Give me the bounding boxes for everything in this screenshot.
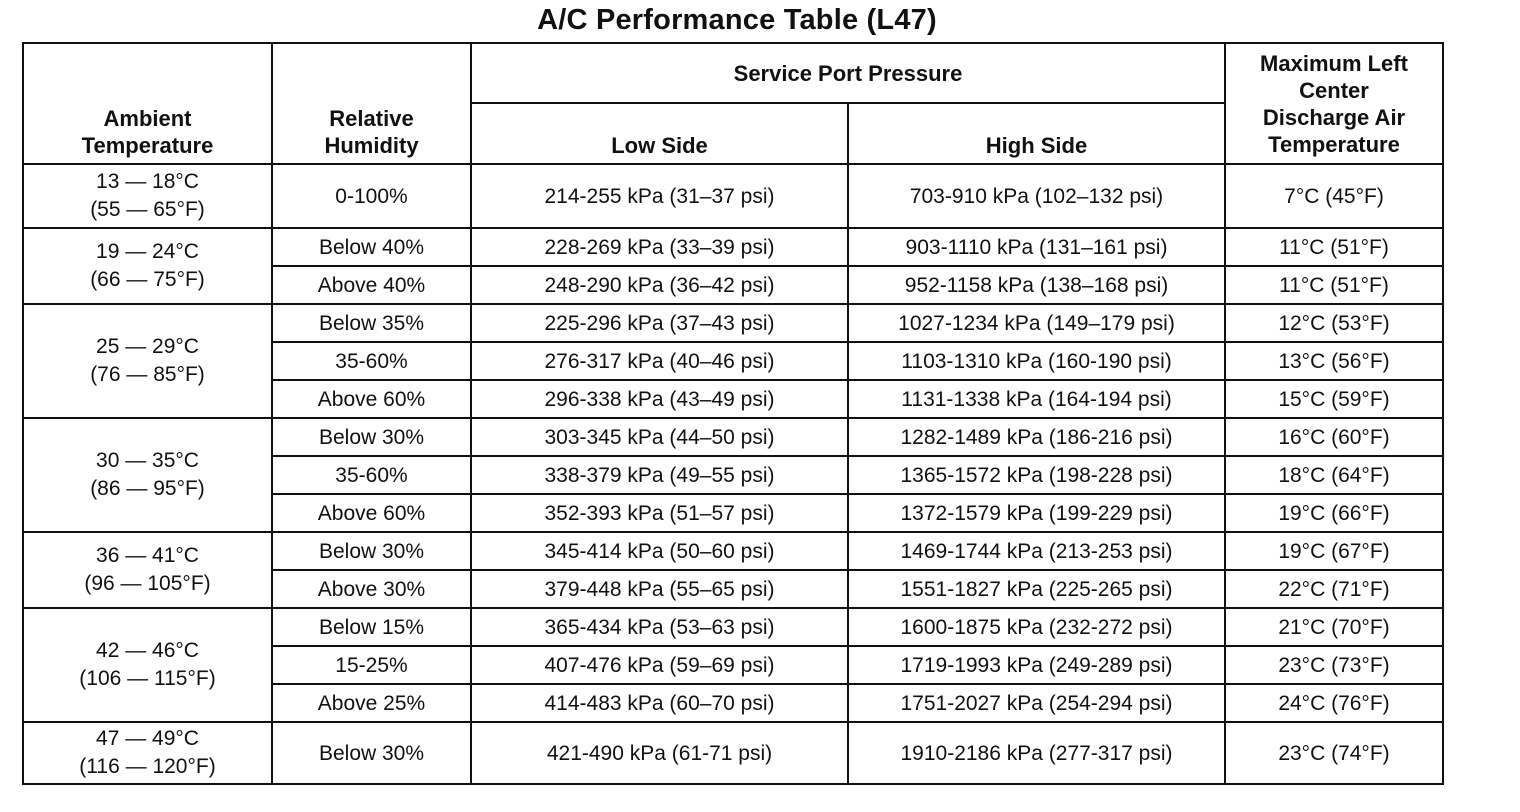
ambient-fahrenheit: (76 — 85°F) [90, 363, 205, 386]
max-temperature-cell: 13°C (56°F) [1225, 342, 1443, 380]
high-side-cell: 1103-1310 kPa (160-190 psi) [848, 342, 1225, 380]
ambient-fahrenheit: (66 — 75°F) [90, 268, 205, 291]
humidity-cell: Above 25% [272, 684, 471, 722]
low-side-cell: 338-379 kPa (49–55 psi) [471, 456, 848, 494]
low-side-cell: 421-490 kPa (61-71 psi) [471, 722, 848, 784]
low-side-cell: 414-483 kPa (60–70 psi) [471, 684, 848, 722]
performance-table [22, 42, 1444, 785]
low-side-cell: 365-434 kPa (53–63 psi) [471, 608, 848, 646]
high-side-cell: 703-910 kPa (102–132 psi) [848, 164, 1225, 228]
humidity-cell: Below 40% [272, 228, 471, 266]
header-relative-humidity: Relative Humidity [272, 43, 471, 164]
table-row [23, 532, 1443, 570]
ambient-temperature-cell [23, 164, 272, 228]
table-row [23, 722, 1443, 784]
high-side-cell: 1469-1744 kPa (213-253 psi) [848, 532, 1225, 570]
ambient-fahrenheit: (86 — 95°F) [90, 477, 205, 500]
high-side-cell: 1600-1875 kPa (232-272 psi) [848, 608, 1225, 646]
max-temperature-cell: 16°C (60°F) [1225, 418, 1443, 456]
humidity-cell: Above 60% [272, 380, 471, 418]
low-side-cell: 276-317 kPa (40–46 psi) [471, 342, 848, 380]
humidity-cell: Below 30% [272, 418, 471, 456]
humidity-cell: 15-25% [272, 646, 471, 684]
humidity-cell: 0-100% [272, 164, 471, 228]
max-temperature-cell: 23°C (74°F) [1225, 722, 1443, 784]
max-temperature-cell: 11°C (51°F) [1225, 266, 1443, 304]
low-side-cell: 214-255 kPa (31–37 psi) [471, 164, 848, 228]
max-temperature-cell: 15°C (59°F) [1225, 380, 1443, 418]
low-side-cell: 225-296 kPa (37–43 psi) [471, 304, 848, 342]
ambient-temperature-cell [23, 304, 272, 418]
table-row [23, 228, 1443, 266]
max-temperature-cell: 19°C (67°F) [1225, 532, 1443, 570]
humidity-cell: 35-60% [272, 456, 471, 494]
ambient-fahrenheit: (96 — 105°F) [84, 572, 211, 595]
table-row [23, 164, 1443, 228]
ambient-temperature-cell [23, 608, 272, 722]
low-side-cell: 407-476 kPa (59–69 psi) [471, 646, 848, 684]
ambient-temperature-cell [23, 228, 272, 304]
high-side-cell: 952-1158 kPa (138–168 psi) [848, 266, 1225, 304]
max-temperature-cell: 11°C (51°F) [1225, 228, 1443, 266]
max-temperature-cell: 23°C (73°F) [1225, 646, 1443, 684]
table-row [23, 304, 1443, 342]
table-row [23, 418, 1443, 456]
humidity-cell: Above 40% [272, 266, 471, 304]
high-side-cell: 903-1110 kPa (131–161 psi) [848, 228, 1225, 266]
max-temperature-cell: 22°C (71°F) [1225, 570, 1443, 608]
high-side-cell: 1131-1338 kPa (164-194 psi) [848, 380, 1225, 418]
low-side-cell: 345-414 kPa (50–60 psi) [471, 532, 848, 570]
humidity-cell: Below 30% [272, 722, 471, 784]
header-low-side: Low Side [471, 103, 848, 164]
ambient-fahrenheit: (55 — 65°F) [90, 198, 205, 221]
ambient-celsius: 47 — 49°C [96, 727, 199, 750]
header-high-side: High Side [848, 103, 1225, 164]
ambient-celsius: 30 — 35°C [96, 449, 199, 472]
high-side-cell: 1282-1489 kPa (186-216 psi) [848, 418, 1225, 456]
high-side-cell: 1751-2027 kPa (254-294 psi) [848, 684, 1225, 722]
humidity-cell: Below 15% [272, 608, 471, 646]
max-temperature-cell: 24°C (76°F) [1225, 684, 1443, 722]
ambient-celsius: 25 — 29°C [96, 335, 199, 358]
humidity-cell: Above 60% [272, 494, 471, 532]
high-side-cell: 1027-1234 kPa (149–179 psi) [848, 304, 1225, 342]
page-title: A/C Performance Table (L47) [537, 4, 937, 36]
high-side-cell: 1719-1993 kPa (249-289 psi) [848, 646, 1225, 684]
high-side-cell: 1551-1827 kPa (225-265 psi) [848, 570, 1225, 608]
max-temperature-cell: 18°C (64°F) [1225, 456, 1443, 494]
high-side-cell: 1372-1579 kPa (199-229 psi) [848, 494, 1225, 532]
ambient-celsius: 36 — 41°C [96, 544, 199, 567]
ambient-fahrenheit: (116 — 120°F) [79, 755, 216, 778]
low-side-cell: 248-290 kPa (36–42 psi) [471, 266, 848, 304]
max-temperature-cell: 19°C (66°F) [1225, 494, 1443, 532]
ambient-celsius: 19 — 24°C [96, 240, 199, 263]
humidity-cell: Above 30% [272, 570, 471, 608]
table-body [23, 164, 1443, 784]
header-row-top [23, 43, 1443, 103]
low-side-cell: 296-338 kPa (43–49 psi) [471, 380, 848, 418]
low-side-cell: 352-393 kPa (51–57 psi) [471, 494, 848, 532]
table-row [23, 608, 1443, 646]
high-side-cell: 1910-2186 kPa (277-317 psi) [848, 722, 1225, 784]
header-ambient-temperature: Ambient Temperature [23, 43, 272, 164]
low-side-cell: 379-448 kPa (55–65 psi) [471, 570, 848, 608]
max-temperature-cell: 21°C (70°F) [1225, 608, 1443, 646]
humidity-cell: Below 30% [272, 532, 471, 570]
max-temperature-cell: 12°C (53°F) [1225, 304, 1443, 342]
high-side-cell: 1365-1572 kPa (198-228 psi) [848, 456, 1225, 494]
ambient-celsius: 13 — 18°C [96, 170, 199, 193]
ambient-fahrenheit: (106 — 115°F) [79, 667, 216, 690]
ambient-temperature-cell [23, 418, 272, 532]
header-service-port-pressure: Service Port Pressure [471, 43, 1225, 103]
header-max-discharge-temperature: Maximum Left Center Discharge Air Temperature [1225, 43, 1443, 164]
low-side-cell: 228-269 kPa (33–39 psi) [471, 228, 848, 266]
ambient-celsius: 42 — 46°C [96, 639, 199, 662]
low-side-cell: 303-345 kPa (44–50 psi) [471, 418, 848, 456]
humidity-cell: 35-60% [272, 342, 471, 380]
humidity-cell: Below 35% [272, 304, 471, 342]
ambient-temperature-cell [23, 722, 272, 784]
max-temperature-cell: 7°C (45°F) [1225, 164, 1443, 228]
ambient-temperature-cell [23, 532, 272, 608]
